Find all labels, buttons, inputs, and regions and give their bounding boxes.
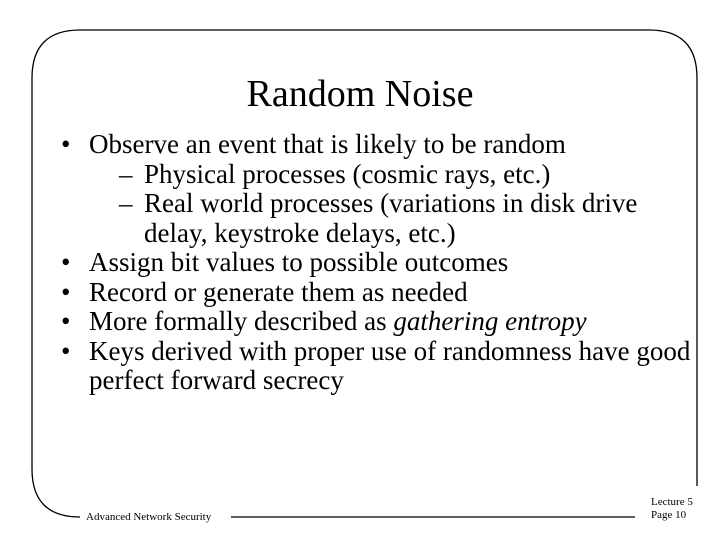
bullet-text: Assign bit values to possible outcomes: [89, 247, 509, 277]
bullet-text-emphasis: gathering entropy: [393, 306, 587, 336]
footer-course-title: Advanced Network Security: [86, 511, 212, 523]
footer-lecture-number: Lecture 5: [651, 496, 693, 508]
dash-icon: –: [119, 188, 133, 218]
bullet-icon: •: [61, 335, 71, 366]
bullet-icon: •: [61, 247, 71, 277]
bullet-item: [55, 130, 695, 160]
bullet-item: [55, 307, 695, 337]
slide-content: [55, 130, 695, 396]
bullet-icon: •: [61, 276, 71, 307]
bullet-text: Keys derived with proper use of randomness have good perfect forward secrecy: [89, 335, 691, 395]
footer-page-info: [651, 496, 693, 522]
bullet-icon: •: [61, 306, 71, 336]
sub-bullet-item: [55, 189, 695, 248]
bullet-item: [55, 337, 695, 396]
footer-page-number: Page 10: [651, 509, 687, 521]
bullet-text: Record or generate them as needed: [89, 276, 468, 307]
sub-bullet-text: Real world processes (variations in disk drive delay, keystroke delays, etc.): [144, 188, 638, 248]
bullet-text: Observe an event that is likely to be random: [89, 129, 566, 159]
sub-bullet-text: Physical processes (cosmic rays, etc.): [144, 158, 551, 189]
dash-icon: –: [119, 158, 133, 189]
bullet-item: [55, 278, 695, 308]
bullet-icon: •: [61, 129, 71, 159]
sub-bullet-item: [55, 160, 695, 190]
bullet-text-lead: More formally described as: [89, 306, 394, 336]
bullet-item: [55, 248, 695, 278]
slide-title: Random Noise: [246, 73, 474, 115]
